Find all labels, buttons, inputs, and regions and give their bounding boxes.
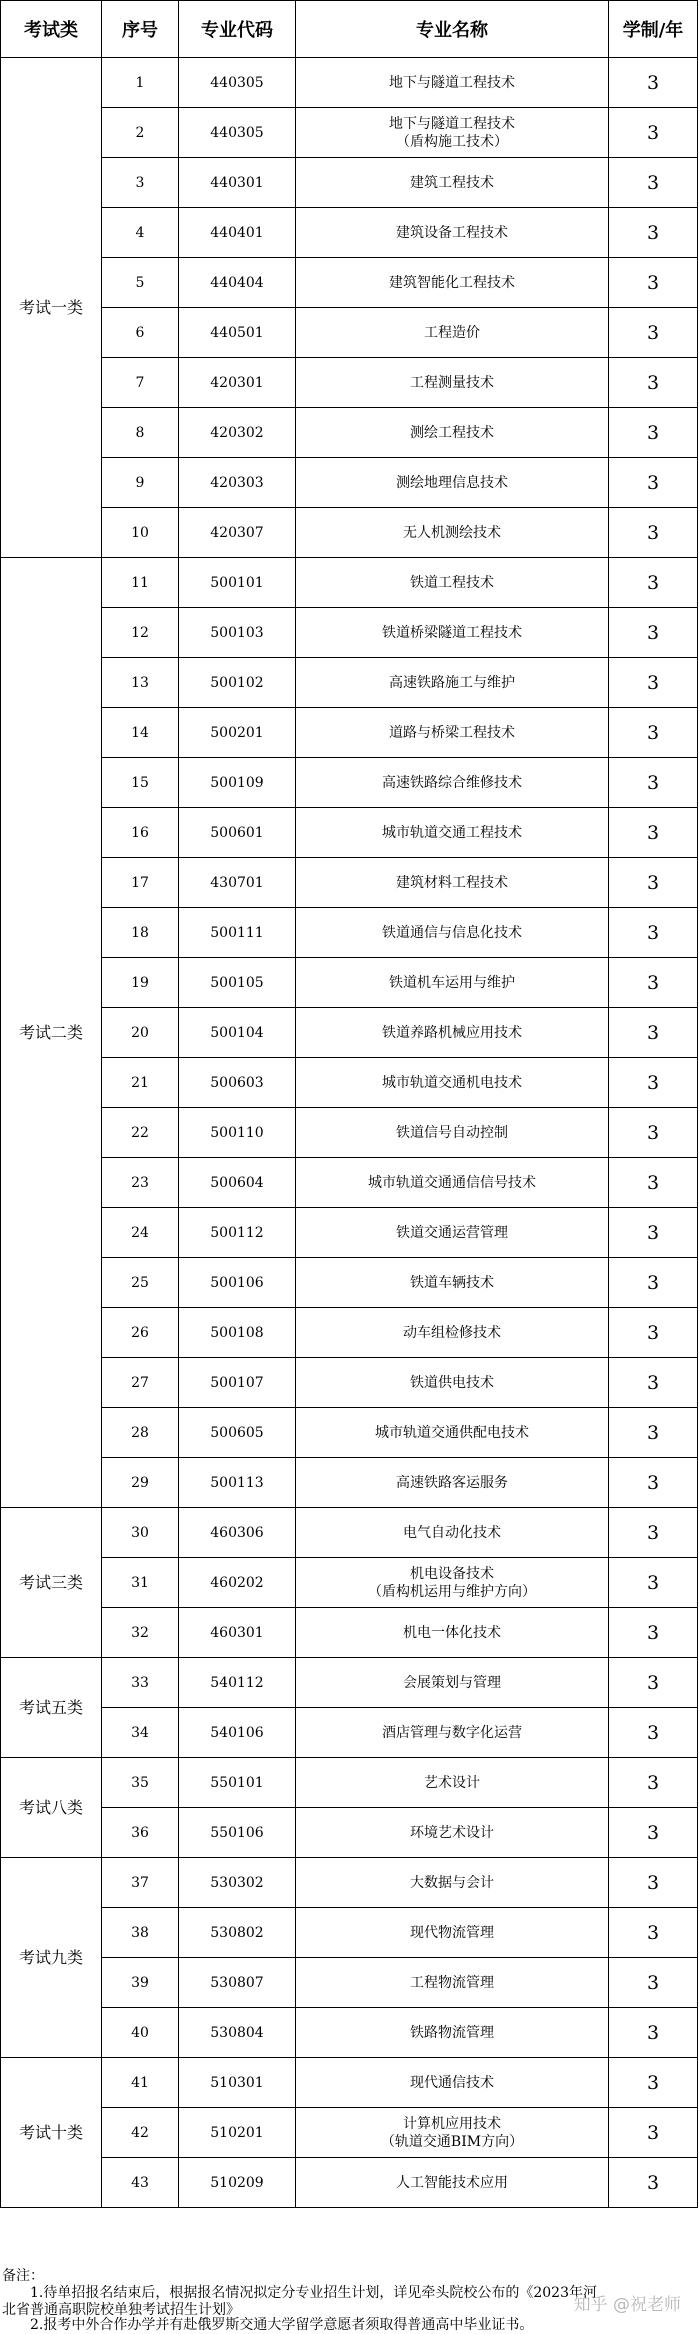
table-row bbox=[1, 1108, 698, 1158]
major-name-cell bbox=[296, 108, 609, 158]
code-cell: 530302 bbox=[179, 1858, 296, 1908]
major-name-line: 大数据与会计 bbox=[410, 1874, 494, 1891]
major-name-cell bbox=[296, 1258, 609, 1308]
table-row bbox=[1, 158, 698, 208]
header-duration: 学制/年 bbox=[609, 1, 698, 58]
major-name-line: 建筑设备工程技术 bbox=[396, 224, 508, 241]
number-cell: 43 bbox=[102, 2158, 179, 2208]
table-row bbox=[1, 1508, 698, 1558]
major-name-line: 工程测量技术 bbox=[410, 374, 494, 391]
code-cell: 510209 bbox=[179, 2158, 296, 2208]
major-name-line: 高速铁路客运服务 bbox=[396, 1474, 508, 1491]
duration-cell: 3 bbox=[609, 808, 698, 858]
major-name-cell bbox=[296, 958, 609, 1008]
major-name-line: 电气自动化技术 bbox=[403, 1524, 501, 1541]
table-row bbox=[1, 1258, 698, 1308]
major-name-line: （盾构机运用与维护方向） bbox=[368, 1583, 536, 1600]
code-cell: 500103 bbox=[179, 608, 296, 658]
duration-cell: 3 bbox=[609, 1158, 698, 1208]
number-cell: 16 bbox=[102, 808, 179, 858]
major-name-cell bbox=[296, 1158, 609, 1208]
number-cell: 14 bbox=[102, 708, 179, 758]
major-name-line: 人工智能技术应用 bbox=[396, 2174, 508, 2191]
code-cell: 500112 bbox=[179, 1208, 296, 1258]
code-cell: 500601 bbox=[179, 808, 296, 858]
code-cell: 440301 bbox=[179, 158, 296, 208]
major-name-line: 酒店管理与数字化运营 bbox=[382, 1724, 522, 1741]
major-name-cell bbox=[296, 1958, 609, 2008]
duration-cell: 3 bbox=[609, 2158, 698, 2208]
duration-cell: 3 bbox=[609, 1458, 698, 1508]
number-cell: 10 bbox=[102, 508, 179, 558]
duration-cell: 3 bbox=[609, 1358, 698, 1408]
duration-cell: 3 bbox=[609, 608, 698, 658]
major-name-line: 现代物流管理 bbox=[410, 1924, 494, 1941]
major-name-cell bbox=[296, 1558, 609, 1608]
table-row bbox=[1, 1308, 698, 1358]
number-cell: 33 bbox=[102, 1658, 179, 1708]
code-cell: 420302 bbox=[179, 408, 296, 458]
number-cell: 8 bbox=[102, 408, 179, 458]
code-cell: 540112 bbox=[179, 1658, 296, 1708]
duration-cell: 3 bbox=[609, 708, 698, 758]
table-row bbox=[1, 1808, 698, 1858]
major-name-cell bbox=[296, 1758, 609, 1808]
number-cell: 3 bbox=[102, 158, 179, 208]
code-cell: 500111 bbox=[179, 908, 296, 958]
major-name-cell bbox=[296, 858, 609, 908]
code-cell: 500201 bbox=[179, 708, 296, 758]
major-name-line: 无人机测绘技术 bbox=[403, 524, 501, 541]
major-name-cell bbox=[296, 2158, 609, 2208]
number-cell: 41 bbox=[102, 2058, 179, 2108]
code-cell: 420301 bbox=[179, 358, 296, 408]
major-name-line: 铁道养路机械应用技术 bbox=[382, 1024, 522, 1041]
duration-cell: 3 bbox=[609, 758, 698, 808]
table-row bbox=[1, 408, 698, 458]
major-name-cell bbox=[296, 308, 609, 358]
code-cell: 440401 bbox=[179, 208, 296, 258]
table-header-row bbox=[1, 1, 698, 58]
major-name-line: 铁道机车运用与维护 bbox=[389, 974, 515, 991]
table-row bbox=[1, 1458, 698, 1508]
major-name-cell bbox=[296, 1858, 609, 1908]
number-cell: 24 bbox=[102, 1208, 179, 1258]
major-name-cell bbox=[296, 1608, 609, 1658]
code-cell: 500104 bbox=[179, 1008, 296, 1058]
table-row bbox=[1, 2058, 698, 2108]
table-row bbox=[1, 458, 698, 508]
code-cell: 420303 bbox=[179, 458, 296, 508]
major-name-cell bbox=[296, 808, 609, 858]
duration-cell: 3 bbox=[609, 1208, 698, 1258]
table-row bbox=[1, 308, 698, 358]
number-cell: 38 bbox=[102, 1908, 179, 1958]
major-name-line: （轨道交通BIM方向） bbox=[380, 2133, 524, 2150]
major-name-line: 铁道供电技术 bbox=[410, 1374, 494, 1391]
major-name-line: 铁道信号自动控制 bbox=[396, 1124, 508, 1141]
note-line-1: 1.待单招报名结束后，根据报名情况拟定分专业招生计划，详见牵头院校公布的《2023年河 bbox=[30, 2285, 597, 2301]
major-name-cell bbox=[296, 258, 609, 308]
duration-cell: 3 bbox=[609, 1258, 698, 1308]
major-name-line: 地下与隧道工程技术 bbox=[389, 115, 515, 132]
major-name-cell bbox=[296, 158, 609, 208]
table-row bbox=[1, 1158, 698, 1208]
major-name-cell bbox=[296, 1908, 609, 1958]
note-line-2: 北省普通高职院校单独考试招生计划》 bbox=[2, 2302, 240, 2318]
number-cell: 26 bbox=[102, 1308, 179, 1358]
code-cell: 500109 bbox=[179, 758, 296, 808]
major-name-cell bbox=[296, 1808, 609, 1858]
note-line-3: 2.报考中外合作办学并有赴俄罗斯交通大学留学意愿者须取得普通高中毕业证书。 bbox=[30, 2317, 534, 2333]
major-name-line: 机电设备技术 bbox=[410, 1565, 494, 1582]
duration-cell: 3 bbox=[609, 1958, 698, 2008]
table-row bbox=[1, 1558, 698, 1608]
table-row bbox=[1, 1708, 698, 1758]
header-category: 考试类 bbox=[1, 1, 102, 58]
table-row bbox=[1, 1058, 698, 1108]
table-row bbox=[1, 608, 698, 658]
major-name-cell bbox=[296, 1508, 609, 1558]
table-row bbox=[1, 2008, 698, 2058]
table-row bbox=[1, 1008, 698, 1058]
category-cell: 考试一类 bbox=[1, 58, 102, 558]
major-name-line: 铁路物流管理 bbox=[410, 2024, 494, 2041]
category-cell: 考试三类 bbox=[1, 1508, 102, 1658]
category-cell: 考试二类 bbox=[1, 558, 102, 1508]
major-name-line: 铁道交通运营管理 bbox=[396, 1224, 508, 1241]
number-cell: 19 bbox=[102, 958, 179, 1008]
table-row bbox=[1, 1758, 698, 1808]
number-cell: 7 bbox=[102, 358, 179, 408]
code-cell: 500604 bbox=[179, 1158, 296, 1208]
table-row bbox=[1, 208, 698, 258]
major-name-cell bbox=[296, 758, 609, 808]
duration-cell: 3 bbox=[609, 908, 698, 958]
major-name-cell bbox=[296, 358, 609, 408]
code-cell: 430701 bbox=[179, 858, 296, 908]
table-row bbox=[1, 358, 698, 408]
category-cell: 考试八类 bbox=[1, 1758, 102, 1858]
table-row bbox=[1, 908, 698, 958]
watermark-text: 知乎 @祝老师 bbox=[573, 2295, 681, 2315]
major-name-cell bbox=[296, 2108, 609, 2158]
table-row bbox=[1, 108, 698, 158]
major-name-line: 建筑工程技术 bbox=[410, 174, 494, 191]
number-cell: 13 bbox=[102, 658, 179, 708]
major-name-line: 会展策划与管理 bbox=[403, 1674, 501, 1691]
major-name-cell bbox=[296, 1658, 609, 1708]
number-cell: 42 bbox=[102, 2108, 179, 2158]
table-row bbox=[1, 1908, 698, 1958]
duration-cell: 3 bbox=[609, 1808, 698, 1858]
table-row bbox=[1, 2108, 698, 2158]
duration-cell: 3 bbox=[609, 2108, 698, 2158]
major-name-line: 城市轨道交通通信信号技术 bbox=[368, 1174, 536, 1191]
major-name-line: 建筑材料工程技术 bbox=[396, 874, 508, 891]
header-number: 序号 bbox=[102, 1, 179, 58]
number-cell: 37 bbox=[102, 1858, 179, 1908]
code-cell: 500106 bbox=[179, 1258, 296, 1308]
duration-cell: 3 bbox=[609, 408, 698, 458]
major-name-line: 动车组检修技术 bbox=[403, 1324, 501, 1341]
table-row bbox=[1, 58, 698, 108]
code-cell: 440305 bbox=[179, 58, 296, 108]
major-name-line: 铁道通信与信息化技术 bbox=[382, 924, 522, 941]
major-name-cell bbox=[296, 2058, 609, 2108]
code-cell: 460306 bbox=[179, 1508, 296, 1558]
major-name-line: 现代通信技术 bbox=[410, 2074, 494, 2091]
number-cell: 22 bbox=[102, 1108, 179, 1158]
number-cell: 18 bbox=[102, 908, 179, 958]
major-name-line: 艺术设计 bbox=[424, 1774, 480, 1791]
table-row bbox=[1, 508, 698, 558]
number-cell: 39 bbox=[102, 1958, 179, 2008]
table-row bbox=[1, 1958, 698, 2008]
major-name-line: 铁道车辆技术 bbox=[410, 1274, 494, 1291]
number-cell: 32 bbox=[102, 1608, 179, 1658]
number-cell: 21 bbox=[102, 1058, 179, 1108]
major-name-line: 城市轨道交通供配电技术 bbox=[375, 1424, 529, 1441]
table-row bbox=[1, 708, 698, 758]
code-cell: 550106 bbox=[179, 1808, 296, 1858]
duration-cell: 3 bbox=[609, 1758, 698, 1808]
code-cell: 420307 bbox=[179, 508, 296, 558]
code-cell: 440501 bbox=[179, 308, 296, 358]
code-cell: 500105 bbox=[179, 958, 296, 1008]
major-name-cell bbox=[296, 608, 609, 658]
duration-cell: 3 bbox=[609, 1908, 698, 1958]
code-cell: 530804 bbox=[179, 2008, 296, 2058]
duration-cell: 3 bbox=[609, 308, 698, 358]
duration-cell: 3 bbox=[609, 958, 698, 1008]
table-row bbox=[1, 1608, 698, 1658]
duration-cell: 3 bbox=[609, 1008, 698, 1058]
major-name-cell bbox=[296, 658, 609, 708]
major-name-line: 计算机应用技术 bbox=[403, 2115, 501, 2132]
category-cell: 考试九类 bbox=[1, 1858, 102, 2058]
major-name-line: 高速铁路综合维修技术 bbox=[382, 774, 522, 791]
duration-cell: 3 bbox=[609, 1708, 698, 1758]
duration-cell: 3 bbox=[609, 108, 698, 158]
major-name-line: 工程造价 bbox=[424, 324, 480, 341]
duration-cell: 3 bbox=[609, 2058, 698, 2108]
number-cell: 27 bbox=[102, 1358, 179, 1408]
number-cell: 17 bbox=[102, 858, 179, 908]
number-cell: 12 bbox=[102, 608, 179, 658]
code-cell: 500605 bbox=[179, 1408, 296, 1458]
major-name-cell bbox=[296, 458, 609, 508]
major-name-line: 铁道工程技术 bbox=[410, 574, 494, 591]
number-cell: 1 bbox=[102, 58, 179, 108]
table-row bbox=[1, 1658, 698, 1708]
major-name-line: 环境艺术设计 bbox=[410, 1824, 494, 1841]
major-name-cell bbox=[296, 558, 609, 608]
major-name-cell bbox=[296, 708, 609, 758]
number-cell: 5 bbox=[102, 258, 179, 308]
major-name-line: 高速铁路施工与维护 bbox=[389, 674, 515, 691]
number-cell: 6 bbox=[102, 308, 179, 358]
major-name-cell bbox=[296, 1308, 609, 1358]
major-name-line: 测绘地理信息技术 bbox=[396, 474, 508, 491]
code-cell: 500101 bbox=[179, 558, 296, 608]
table-row bbox=[1, 958, 698, 1008]
major-name-cell bbox=[296, 1058, 609, 1108]
duration-cell: 3 bbox=[609, 1658, 698, 1708]
code-cell: 500108 bbox=[179, 1308, 296, 1358]
table-row bbox=[1, 258, 698, 308]
table-row bbox=[1, 758, 698, 808]
number-cell: 35 bbox=[102, 1758, 179, 1808]
duration-cell: 3 bbox=[609, 508, 698, 558]
code-cell: 500107 bbox=[179, 1358, 296, 1408]
number-cell: 2 bbox=[102, 108, 179, 158]
number-cell: 28 bbox=[102, 1408, 179, 1458]
number-cell: 23 bbox=[102, 1158, 179, 1208]
header-major-name: 专业名称 bbox=[296, 1, 609, 58]
major-name-cell bbox=[296, 1458, 609, 1508]
duration-cell: 3 bbox=[609, 1858, 698, 1908]
major-name-cell bbox=[296, 1358, 609, 1408]
code-cell: 530807 bbox=[179, 1958, 296, 2008]
duration-cell: 3 bbox=[609, 258, 698, 308]
table-row bbox=[1, 808, 698, 858]
major-name-cell bbox=[296, 908, 609, 958]
duration-cell: 3 bbox=[609, 1058, 698, 1108]
code-cell: 500102 bbox=[179, 658, 296, 708]
table-row bbox=[1, 558, 698, 608]
major-name-cell bbox=[296, 2008, 609, 2058]
major-name-line: 城市轨道交通工程技术 bbox=[382, 824, 522, 841]
table-row bbox=[1, 658, 698, 708]
duration-cell: 3 bbox=[609, 558, 698, 608]
code-cell: 530802 bbox=[179, 1908, 296, 1958]
duration-cell: 3 bbox=[609, 1508, 698, 1558]
notes-title: 备注： bbox=[2, 2268, 44, 2284]
number-cell: 36 bbox=[102, 1808, 179, 1858]
table-row bbox=[1, 1358, 698, 1408]
duration-cell: 3 bbox=[609, 458, 698, 508]
duration-cell: 3 bbox=[609, 158, 698, 208]
code-cell: 460202 bbox=[179, 1558, 296, 1608]
number-cell: 20 bbox=[102, 1008, 179, 1058]
major-name-line: 道路与桥梁工程技术 bbox=[389, 724, 515, 741]
code-cell: 550101 bbox=[179, 1758, 296, 1808]
major-name-line: 机电一体化技术 bbox=[403, 1624, 501, 1641]
table-row bbox=[1, 2158, 698, 2208]
duration-cell: 3 bbox=[609, 1558, 698, 1608]
header-code: 专业代码 bbox=[179, 1, 296, 58]
number-cell: 25 bbox=[102, 1258, 179, 1308]
number-cell: 11 bbox=[102, 558, 179, 608]
major-name-cell bbox=[296, 508, 609, 558]
major-name-cell bbox=[296, 1108, 609, 1158]
table-row bbox=[1, 858, 698, 908]
duration-cell: 3 bbox=[609, 208, 698, 258]
major-name-cell bbox=[296, 1708, 609, 1758]
category-cell: 考试十类 bbox=[1, 2058, 102, 2208]
major-name-cell bbox=[296, 208, 609, 258]
major-name-line: 地下与隧道工程技术 bbox=[389, 74, 515, 91]
duration-cell: 3 bbox=[609, 2008, 698, 2058]
major-name-line: 铁道桥梁隧道工程技术 bbox=[382, 624, 522, 641]
major-name-cell bbox=[296, 58, 609, 108]
number-cell: 29 bbox=[102, 1458, 179, 1508]
major-name-cell bbox=[296, 408, 609, 458]
major-name-line: （盾构施工技术） bbox=[396, 133, 508, 150]
major-name-cell bbox=[296, 1208, 609, 1258]
duration-cell: 3 bbox=[609, 1108, 698, 1158]
major-name-line: 测绘工程技术 bbox=[410, 424, 494, 441]
code-cell: 510201 bbox=[179, 2108, 296, 2158]
table-body bbox=[1, 58, 698, 2208]
code-cell: 500113 bbox=[179, 1458, 296, 1508]
number-cell: 30 bbox=[102, 1508, 179, 1558]
major-name-line: 工程物流管理 bbox=[410, 1974, 494, 1991]
code-cell: 540106 bbox=[179, 1708, 296, 1758]
number-cell: 31 bbox=[102, 1558, 179, 1608]
number-cell: 4 bbox=[102, 208, 179, 258]
duration-cell: 3 bbox=[609, 58, 698, 108]
duration-cell: 3 bbox=[609, 858, 698, 908]
category-cell: 考试五类 bbox=[1, 1658, 102, 1758]
major-name-line: 建筑智能化工程技术 bbox=[389, 274, 515, 291]
table-row bbox=[1, 1858, 698, 1908]
number-cell: 40 bbox=[102, 2008, 179, 2058]
table-row bbox=[1, 1408, 698, 1458]
code-cell: 460301 bbox=[179, 1608, 296, 1658]
code-cell: 500110 bbox=[179, 1108, 296, 1158]
table-row bbox=[1, 1208, 698, 1258]
code-cell: 500603 bbox=[179, 1058, 296, 1108]
duration-cell: 3 bbox=[609, 1308, 698, 1358]
duration-cell: 3 bbox=[609, 658, 698, 708]
code-cell: 440305 bbox=[179, 108, 296, 158]
code-cell: 510301 bbox=[179, 2058, 296, 2108]
major-name-line: 城市轨道交通机电技术 bbox=[382, 1074, 522, 1091]
code-cell: 440404 bbox=[179, 258, 296, 308]
major-name-cell bbox=[296, 1008, 609, 1058]
number-cell: 9 bbox=[102, 458, 179, 508]
duration-cell: 3 bbox=[609, 1608, 698, 1658]
number-cell: 15 bbox=[102, 758, 179, 808]
major-name-cell bbox=[296, 1408, 609, 1458]
duration-cell: 3 bbox=[609, 358, 698, 408]
number-cell: 34 bbox=[102, 1708, 179, 1758]
duration-cell: 3 bbox=[609, 1408, 698, 1458]
